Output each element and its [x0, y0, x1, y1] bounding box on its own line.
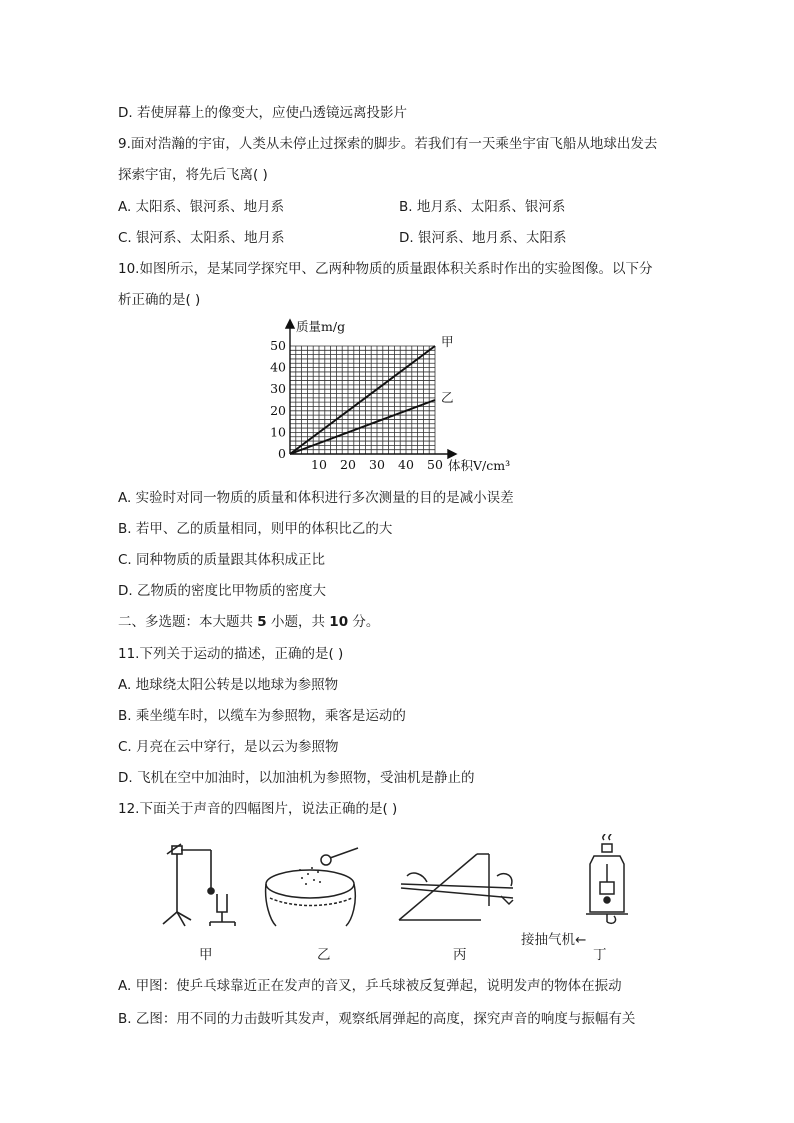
section-heading-multi-choice	[118, 613, 379, 631]
q10-option-c: C. 同种物质的质量跟其体积成正比	[118, 552, 326, 568]
figure-bell-jar	[580, 834, 640, 932]
q9-option-d: D. 银河系、地月系、太阳系	[399, 230, 567, 246]
q12-option-b: B. 乙图：用不同的力击鼓听其发声，观察纸屑弹起的高度，探究声音的响度与振幅有关	[118, 1011, 636, 1027]
y-tick-label: 0	[278, 446, 286, 461]
section-heading-text-2: 小题，共	[266, 614, 330, 630]
x-tick-label: 10	[311, 457, 327, 472]
section-heading-score: 10	[329, 614, 349, 630]
x-tick-label: 40	[398, 457, 414, 472]
y-tick-label: 30	[270, 381, 286, 397]
q10-option-a: A. 实验时对同一物质的质量和体积进行多次测量的目的是减小误差	[118, 490, 514, 506]
figure-drum	[262, 840, 362, 932]
q12-stem: 12.下面关于声音的四幅图片，说法正确的是( )	[118, 801, 398, 817]
caption-ding: 丁	[593, 947, 607, 963]
x-tick-label: 50	[427, 457, 443, 472]
pump-label	[521, 928, 586, 948]
pump-arrow-icon: ←	[575, 932, 587, 948]
q12-option-a: A. 甲图：使乒乓球靠近正在发声的音叉，乒乓球被反复弹起，说明发声的物体在振动	[118, 978, 622, 994]
y-tick-label: 10	[270, 424, 286, 440]
section-heading-count: 5	[257, 614, 267, 630]
q10-stem-line2: 析正确的是( )	[118, 292, 201, 308]
caption-bing: 丙	[453, 947, 467, 963]
q9-stem-line1: 9.面对浩瀚的宇宙，人类从未停止过探索的脚步。若我们有一天乘坐宇宙飞船从地球出发去	[118, 136, 658, 152]
q9-option-c: C. 银河系、太阳系、地月系	[118, 230, 285, 246]
x-axis-arrow	[448, 450, 456, 458]
y-axis-label: 质量m/g	[296, 319, 346, 334]
x-tick-label: 30	[369, 457, 385, 472]
series-line-yi	[290, 400, 435, 454]
section-heading-text-1: 二、多选题：本大题共	[118, 614, 258, 630]
q10-stem-line1: 10.如图所示，是某同学探究甲、乙两种物质的质量跟体积关系时作出的实验图像。以下分	[118, 261, 653, 277]
section-heading-text-3: 分。	[348, 614, 380, 630]
q11-option-d: D. 飞机在空中加油时，以加油机为参照物，受油机是静止的	[118, 770, 475, 786]
series-label: 甲	[441, 334, 454, 349]
caption-jia: 甲	[199, 947, 213, 963]
q10-option-d: D. 乙物质的密度比甲物质的密度大	[118, 583, 326, 599]
series-label: 乙	[441, 390, 454, 405]
q11-stem: 11.下列关于运动的描述，正确的是( )	[118, 646, 344, 662]
q11-option-b: B. 乘坐缆车时，以缆车为参照物，乘客是运动的	[118, 708, 406, 724]
series-line-jia	[290, 346, 435, 454]
y-tick-label: 20	[270, 402, 286, 418]
y-axis-arrow	[286, 320, 294, 328]
figure-tuning-fork	[155, 838, 245, 930]
x-tick-label: 20	[340, 457, 356, 472]
mass-volume-chart	[270, 318, 530, 474]
q9-option-a: A. 太阳系、银河系、地月系	[118, 199, 285, 215]
figure-ruler	[393, 846, 529, 926]
x-axis-label: 体积V/cm³	[448, 458, 511, 473]
q8-option-d: D. 若使屏幕上的像变大，应使凸透镜远离投影片	[118, 105, 407, 121]
q11-option-c: C. 月亮在云中穿行，是以云为参照物	[118, 739, 339, 755]
q10-option-b: B. 若甲、乙的质量相同，则甲的体积比乙的大	[118, 521, 393, 537]
pump-label-text: 接抽气机	[521, 932, 575, 948]
q9-stem-line2: 探索宇宙，将先后飞离( )	[118, 167, 268, 183]
q9-option-b: B. 地月系、太阳系、银河系	[399, 199, 566, 215]
q11-option-a: A. 地球绕太阳公转是以地球为参照物	[118, 677, 339, 693]
y-tick-label: 40	[270, 359, 286, 375]
caption-yi: 乙	[317, 947, 331, 963]
y-tick-label: 50	[270, 338, 286, 353]
